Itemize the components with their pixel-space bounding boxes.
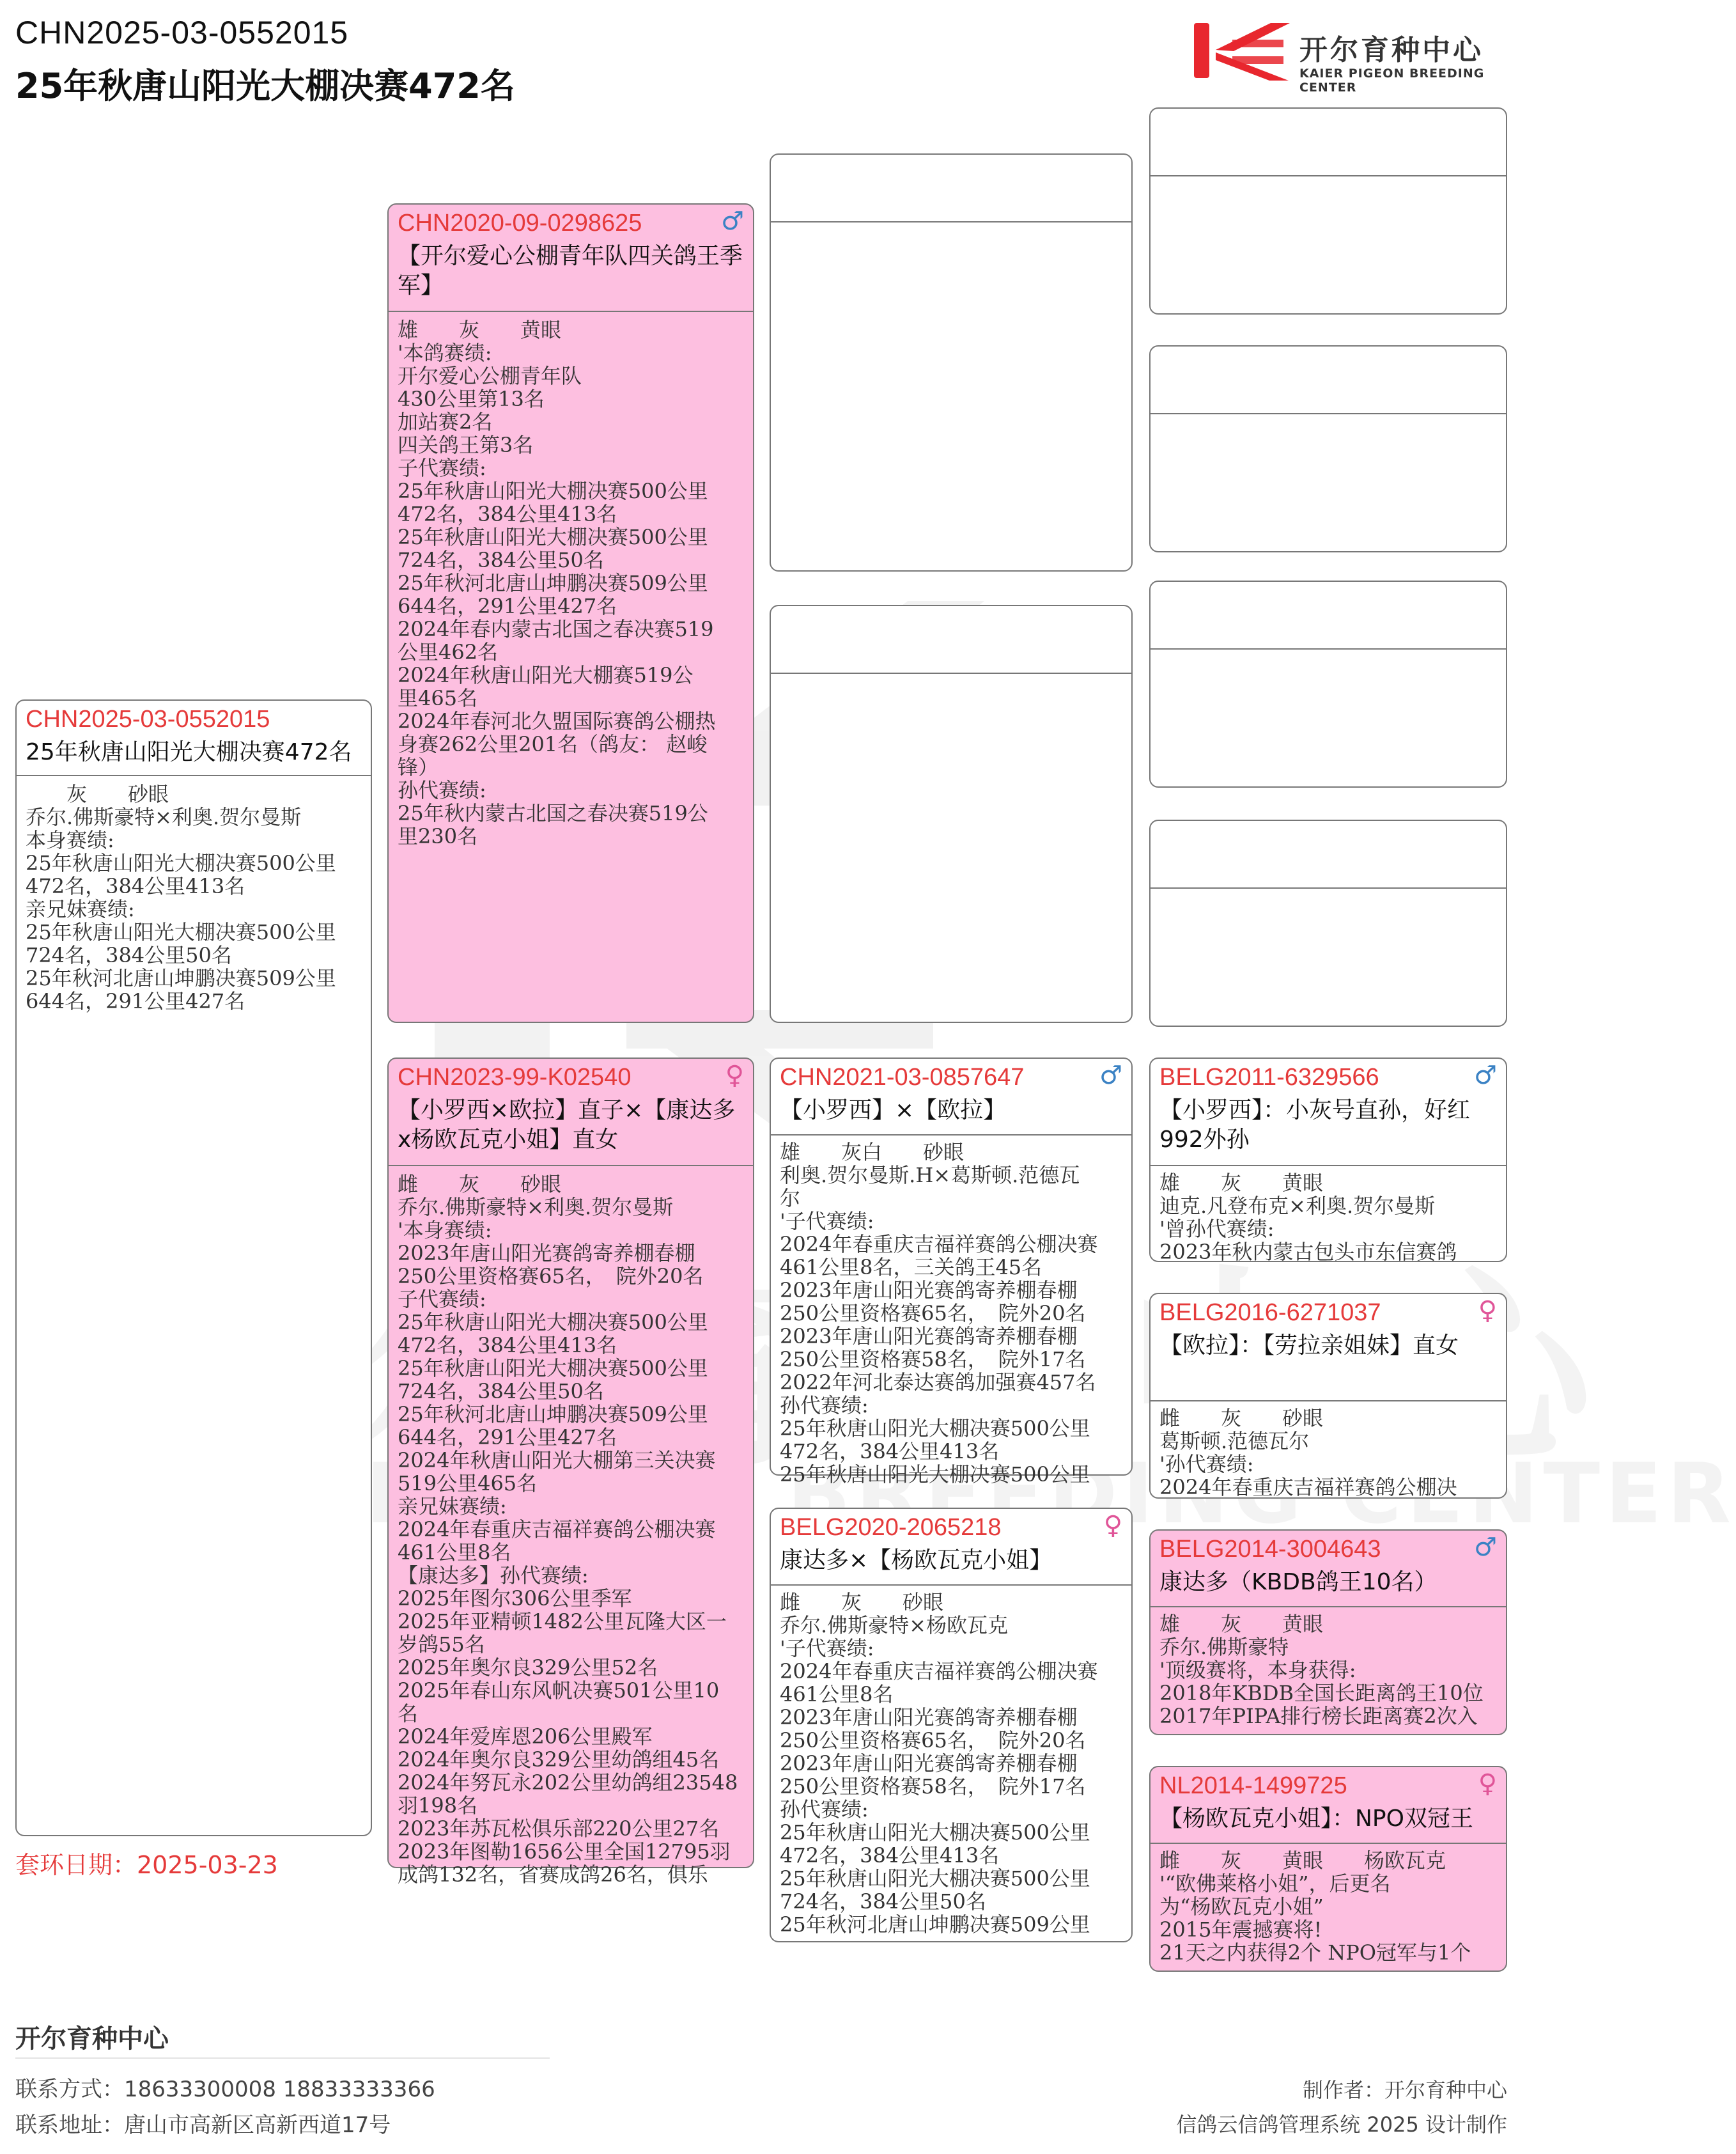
ancestor-card-empty — [1149, 581, 1507, 788]
pigeon-detail-line: 2023年唐山阳光赛鸽寄养棚春棚 — [780, 1705, 1078, 1729]
page-title: 25年秋唐山阳光大棚决赛472名 — [15, 66, 515, 106]
pigeon-detail-line: 25年秋河北唐山坤鹏决赛509公里 — [26, 966, 336, 990]
pigeon-details — [398, 1172, 747, 1887]
pigeon-detail-line: 亲兄妹赛绩: — [398, 1494, 507, 1518]
pigeon-reg-number: BELG2016-6271037 — [1159, 1299, 1381, 1326]
pigeon-detail-line: 羽198名 — [398, 1793, 478, 1818]
pigeon-details — [398, 318, 747, 1018]
pigeon-detail-line: 雌 灰 黄眼 杨欧瓦克 — [1159, 1848, 1446, 1873]
pigeon-detail-line: 雌 灰 砂眼 — [1159, 1406, 1324, 1430]
pigeon-name: 康达多×【杨欧瓦克小姐】 — [780, 1547, 1053, 1573]
pigeon-detail-line: '顶级赛将，本身获得: — [1159, 1658, 1356, 1682]
pigeon-detail-line: '曾孙代赛绩: — [1159, 1217, 1275, 1241]
pigeon-detail-line: 葛斯顿.范德瓦尔 — [1159, 1429, 1310, 1453]
pigeon-detail-line: '子代赛绩: — [780, 1209, 874, 1233]
pigeon-detail-line: 2024年爱库恩206公里殿军 — [398, 1724, 653, 1749]
pigeon-reg-number: NL2014-1499725 — [1159, 1772, 1347, 1799]
pigeon-name: 【开尔爱心公棚青年队四关鸽王季军】 — [398, 243, 743, 299]
pigeon-detail-line: 里465名 — [398, 686, 478, 710]
pigeon-detail-line: 250公里资格赛65名， 院外20名 — [780, 1728, 1086, 1752]
pigeon-detail-line: 成鸽132名，省赛成鸽26名，俱乐 — [398, 1862, 708, 1887]
footer-company-name: 开尔育种中心 — [15, 2024, 169, 2054]
pigeon-detail-line: 2025年亚精顿1482公里瓦隆大区一 — [398, 1609, 727, 1634]
pigeon-reg-number: CHN2021-03-0857647 — [780, 1064, 1025, 1091]
pigeon-detail-line: 2023年唐山阳光赛鸽寄养棚春棚 — [398, 1241, 695, 1265]
pigeon-name: 25年秋唐山阳光大棚决赛472名 — [26, 739, 352, 765]
pigeon-detail-line: 2015年震撼赛将! — [1159, 1917, 1322, 1942]
pigeon-detail-line: 2023年唐山阳光赛鸽寄养棚春棚 — [780, 1324, 1078, 1348]
male-icon: ♂ — [721, 207, 744, 236]
pigeon-detail-line: 25年秋河北唐山坤鹏决赛509公里 — [398, 571, 708, 595]
male-icon: ♂ — [1474, 1061, 1497, 1090]
pigeon-detail-line: 2024年春重庆吉福祥赛鸽公棚决赛 — [780, 1232, 1098, 1256]
pigeon-detail-line: 472名，384公里413名 — [780, 1843, 1000, 1868]
pigeon-detail-line: 724名，384公里50名 — [398, 548, 604, 572]
pigeon-detail-line: 250公里资格赛65名， 院外20名 — [780, 1301, 1086, 1325]
pigeon-detail-line: 2024年秋唐山阳光大棚第三关决赛 — [398, 1448, 716, 1472]
pigeon-detail-line: 孙代赛绩: — [780, 1393, 869, 1417]
pigeon-details — [780, 1591, 1125, 1937]
pigeon-detail-line: 250公里资格赛65名， 院外20名 — [398, 1264, 704, 1288]
pigeon-detail-line: 250公里资格赛58名， 院外17名 — [780, 1774, 1086, 1799]
pigeon-detail-line: 724名，384公里50名 — [398, 1379, 604, 1403]
pigeon-detail-line: 雌 灰 砂眼 — [780, 1590, 944, 1614]
pigeon-detail-line: 子代赛绩: — [398, 1287, 486, 1311]
pigeon-detail-line: 开尔爱心公棚青年队 — [398, 364, 582, 388]
pigeon-detail-line: 灰 砂眼 — [26, 782, 169, 806]
pigeon-detail-line: 2024年秋唐山阳光大棚赛519公 — [398, 663, 694, 687]
ancestor-card-empty — [770, 153, 1133, 572]
pigeon-detail-line: 2024年努瓦永202公里幼鸽组23548 — [398, 1770, 738, 1795]
female-icon: ♀ — [1103, 1511, 1122, 1540]
pigeon-detail-line: 雄 灰 黄眼 — [1159, 1612, 1324, 1636]
pigeon-detail-line: 锋） — [398, 755, 439, 779]
dam-card — [387, 1057, 754, 1887]
pigeon-detail-line: 472名，384公里413名 — [398, 1333, 617, 1357]
pigeon-detail-line: 25年秋唐山阳光大棚决赛500公里 — [398, 1310, 708, 1334]
dam-dam-card — [770, 1508, 1133, 1942]
pigeon-details — [1159, 1612, 1500, 1730]
pigeon-detail-line: 25年秋唐山阳光大棚决赛500公里 — [398, 479, 708, 503]
pigeon-detail-line: 雄 灰白 砂眼 — [780, 1140, 965, 1164]
pigeon-detail-line: 雄 灰 黄眼 — [398, 318, 562, 342]
pigeon-detail-line: 21天之内获得2个 NPO冠军与1个 — [1159, 1940, 1471, 1965]
page-reg-number: CHN2025-03-0552015 — [15, 15, 349, 51]
female-icon: ♀ — [1478, 1769, 1497, 1799]
pigeon-detail-line: 2025年图尔306公里季军 — [398, 1586, 632, 1611]
pigeon-detail-line: 430公里第13名 — [398, 387, 545, 411]
pigeon-detail-line: 472名，384公里413名 — [398, 502, 617, 526]
pigeon-detail-line: 472名，384公里413名 — [780, 1439, 1000, 1463]
pigeon-detail-line: 雄 灰 黄眼 — [1159, 1171, 1324, 1195]
pigeon-detail-line: 25年秋唐山阳光大棚决赛500公里 — [398, 1356, 708, 1380]
female-icon: ♀ — [1478, 1296, 1497, 1325]
pigeon-detail-line: 为“杨欧瓦克小姐” — [1159, 1894, 1324, 1919]
pigeon-detail-line: 2017年PIPA排行榜长距离赛2次入 — [1159, 1704, 1478, 1728]
pigeon-reg-number: BELG2011-6329566 — [1159, 1064, 1379, 1091]
pigeon-detail-line: 461公里8名，三关鸽王45名 — [780, 1255, 1042, 1279]
pigeon-detail-line: '子代赛绩: — [780, 1636, 874, 1660]
pigeon-detail-line: 乔尔.佛斯豪特×利奥.贺尔曼斯 — [26, 805, 302, 829]
pigeon-detail-line: 2024年奥尔良329公里幼鸽组45名 — [398, 1747, 720, 1772]
pigeon-detail-line: 本身赛绩: — [26, 828, 114, 852]
ring-date: 套环日期：2025-03-23 — [15, 1851, 278, 1879]
pigeon-reg-number: BELG2020-2065218 — [780, 1514, 1002, 1541]
pigeon-detail-line: 2023年图勒1656公里全国12795羽 — [398, 1839, 731, 1864]
dam-sire-sire-card — [1149, 1057, 1507, 1262]
pigeon-detail-line: 2024年春重庆吉福祥赛鸽公棚决 — [1159, 1475, 1457, 1499]
pigeon-details — [780, 1140, 1125, 1487]
pigeon-name: 【小罗西】×【欧拉】 — [780, 1097, 1007, 1123]
ancestor-card-empty — [1149, 107, 1507, 315]
footer-system: 信鸽云信鸽管理系统 2025 设计制作 — [1176, 2112, 1507, 2137]
pigeon-details — [1159, 1406, 1500, 1499]
pigeon-detail-line: 加站赛2名 — [398, 410, 493, 434]
pigeon-detail-line: 雌 灰 砂眼 — [398, 1172, 562, 1196]
pigeon-detail-line: 乔尔.佛斯豪特 — [1159, 1635, 1289, 1659]
pigeon-detail-line: 2023年唐山阳光赛鸽寄养棚春棚 — [780, 1751, 1078, 1775]
ancestor-card-empty — [1149, 820, 1507, 1027]
pigeon-detail-line: 250公里资格赛58名， 院外17名 — [780, 1347, 1086, 1371]
pigeon-detail-line: 利奥.贺尔曼斯.H×葛斯顿.范德瓦 — [780, 1163, 1080, 1187]
pigeon-detail-line: '“欧佛莱格小姐”，后更名 — [1159, 1871, 1391, 1896]
pigeon-reg-number: CHN2025-03-0552015 — [26, 706, 270, 733]
pigeon-detail-line: 644名，291公里427名 — [26, 989, 245, 1013]
pigeon-name: 康达多（KBDB鸽王10名） — [1159, 1569, 1438, 1595]
dam-sire-card — [770, 1057, 1133, 1487]
pigeon-detail-line: 2023年苏瓦松俱乐部220公里27名 — [398, 1816, 720, 1841]
pigeon-name: 【欧拉】：【劳拉亲姐妹】直女 — [1159, 1332, 1459, 1359]
pigeon-detail-line: 2018年KBDB全国长距离鸽王10位 — [1159, 1681, 1484, 1705]
pigeon-detail-line: 孙代赛绩: — [780, 1797, 869, 1822]
female-icon: ♀ — [725, 1061, 744, 1090]
pigeon-detail-line: 2024年春重庆吉福祥赛鸽公棚决赛 — [398, 1517, 716, 1541]
pigeon-detail-line: 25年秋河北唐山坤鹏决赛509公里 — [780, 1912, 1090, 1937]
pigeon-detail-line: 25年秋唐山阳光大棚决赛500公里 — [398, 525, 708, 549]
pigeon-detail-line: 2024年春内蒙古北国之春决赛519 — [398, 617, 714, 641]
pigeon-detail-line: 子代赛绩: — [398, 456, 486, 480]
subject-pigeon-card — [15, 699, 372, 1836]
pigeon-detail-line: 644名，291公里427名 — [398, 1425, 617, 1449]
pigeon-detail-line: 尔 — [780, 1186, 801, 1210]
pigeon-detail-line: 乔尔.佛斯豪特×利奥.贺尔曼斯 — [398, 1195, 674, 1219]
pigeon-detail-line: 乔尔.佛斯豪特×杨欧瓦克 — [780, 1613, 1008, 1637]
pigeon-detail-line: 2023年唐山阳光赛鸽寄养棚春棚 — [780, 1278, 1078, 1302]
pigeon-reg-number: BELG2014-3004643 — [1159, 1536, 1381, 1563]
pigeon-detail-line: 461公里8名 — [398, 1540, 511, 1565]
pigeon-detail-line: 2023年秋内蒙古包头市东信赛鸽 — [1159, 1240, 1457, 1264]
pigeon-detail-line: 【康达多】孙代赛绩: — [398, 1563, 589, 1588]
male-icon: ♂ — [1099, 1061, 1122, 1090]
pigeon-detail-line: 四关鸽王第3名 — [398, 433, 534, 457]
pigeon-detail-line: 519公里465名 — [398, 1471, 538, 1495]
male-icon: ♂ — [1474, 1533, 1497, 1562]
logo-text-en: KAIER PIGEON BREEDING CENTER — [1299, 66, 1485, 95]
dam-dam-dam-card — [1149, 1766, 1507, 1972]
pigeon-detail-line: 25年秋唐山阳光大棚决赛500公里 — [780, 1462, 1090, 1487]
logo-text-cn: 开尔育种中心 — [1299, 34, 1484, 66]
ancestor-card-empty — [770, 605, 1133, 1023]
sire-card — [387, 203, 754, 1023]
pigeon-detail-line: 孙代赛绩: — [398, 778, 486, 802]
pigeon-detail-line: 里230名 — [398, 824, 478, 848]
pigeon-detail-line: '本身赛绩: — [398, 1218, 492, 1242]
pigeon-details — [1159, 1171, 1500, 1264]
pigeon-detail-line: 724名，384公里50名 — [780, 1889, 986, 1914]
pigeon-detail-line: 2022年河北泰达赛鸽加强赛457名 — [780, 1370, 1096, 1394]
pigeon-detail-line: 2024年春重庆吉福祥赛鸽公棚决赛 — [780, 1659, 1098, 1683]
pigeon-detail-line: 公里462名 — [398, 640, 499, 664]
pigeon-details — [26, 783, 364, 1831]
footer-phone: 联系方式：18633300008 18833333366 — [15, 2077, 435, 2102]
pigeon-detail-line: 461公里8名 — [780, 1682, 894, 1706]
pigeon-name: 【小罗西】：小灰号直孙，好红992外孙 — [1159, 1097, 1471, 1153]
pigeon-detail-line: 25年秋唐山阳光大棚决赛500公里 — [780, 1820, 1090, 1845]
pigeon-detail-line: 亲兄妹赛绩: — [26, 897, 135, 921]
ancestor-card-empty — [1149, 345, 1507, 552]
pigeon-detail-line: 25年秋内蒙古北国之春决赛519公 — [398, 801, 708, 825]
pigeon-detail-line: 2024年春河北久盟国际赛鸽公棚热 — [398, 709, 716, 733]
pigeon-detail-line: 25年秋唐山阳光大棚决赛500公里 — [780, 1866, 1090, 1891]
footer-divider — [15, 2057, 550, 2059]
pigeon-reg-number: CHN2023-99-K02540 — [398, 1064, 632, 1091]
pigeon-detail-line: 身赛262公里201名（鸽友： 赵峻 — [398, 732, 708, 756]
pigeon-name: 【杨欧瓦克小姐】：NPO双冠王 — [1159, 1806, 1473, 1832]
pigeon-detail-line: 迪克.凡登布克×利奥.贺尔曼斯 — [1159, 1194, 1436, 1218]
pigeon-detail-line: 472名，384公里413名 — [26, 874, 245, 898]
pigeon-detail-line: 25年秋唐山阳光大棚决赛500公里 — [26, 920, 336, 944]
footer-address: 联系地址：唐山市高新区高新西道17号 — [15, 2112, 391, 2138]
dam-sire-dam-card — [1149, 1293, 1507, 1499]
pigeon-detail-line: 25年秋河北唐山坤鹏决赛509公里 — [398, 1402, 708, 1426]
pigeon-detail-line: 644名，291公里427名 — [398, 594, 617, 618]
pigeon-detail-line: 2025年奥尔良329公里52名 — [398, 1655, 658, 1680]
pigeon-detail-line: 25年秋唐山阳光大棚决赛500公里 — [26, 851, 336, 875]
pigeon-detail-line: 名 — [398, 1701, 419, 1726]
dam-dam-sire-card — [1149, 1529, 1507, 1735]
pigeon-detail-line: 724名，384公里50名 — [26, 943, 232, 967]
pigeon-reg-number: CHN2020-09-0298625 — [398, 210, 642, 237]
pigeon-details — [1159, 1849, 1500, 1967]
pigeon-detail-line: '孙代赛绩: — [1159, 1452, 1254, 1476]
pigeon-detail-line: 2025年春山东风帆决赛501公里10 — [398, 1678, 720, 1703]
pigeon-detail-line: '本鸽赛绩: — [398, 341, 492, 365]
footer-maker: 制作者：开尔育种中心 — [1302, 2078, 1507, 2102]
pigeon-name: 【小罗西×欧拉】直子×【康达多x杨欧瓦克小姐】直女 — [398, 1097, 736, 1153]
pigeon-detail-line: 岁鸽55名 — [398, 1632, 485, 1657]
pigeon-detail-line: 25年秋唐山阳光大棚决赛500公里 — [780, 1416, 1090, 1440]
